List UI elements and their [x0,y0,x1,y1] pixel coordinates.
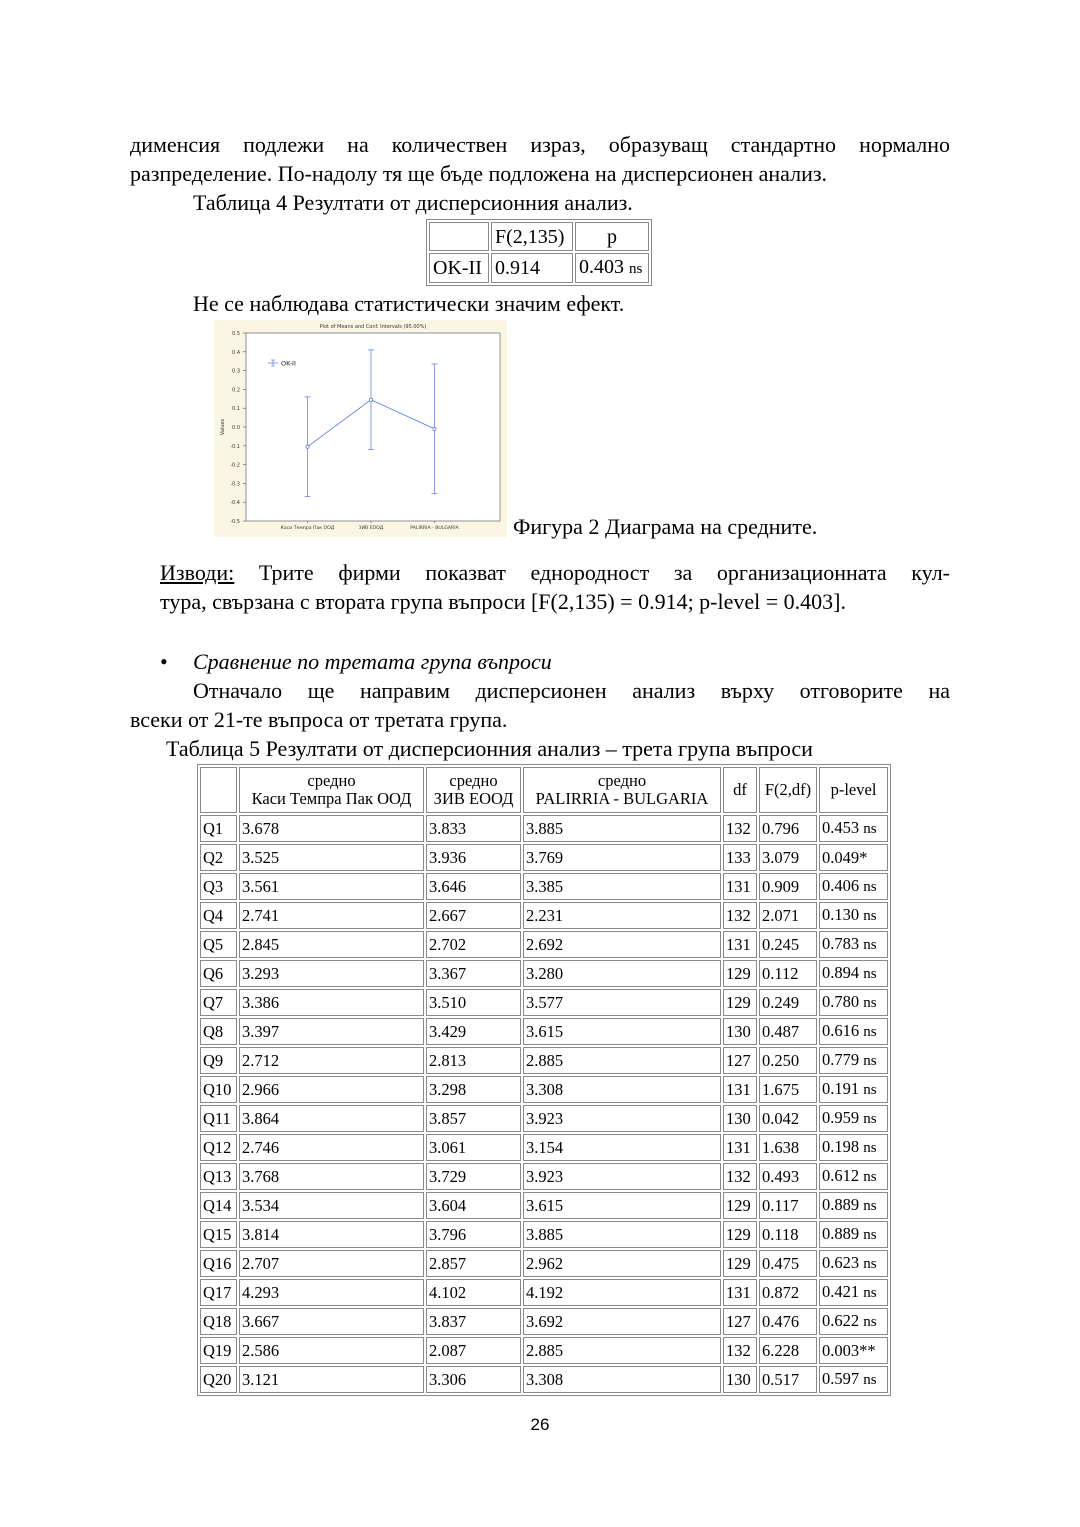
table5-header-top: средно [307,771,356,790]
table5-cell-df: 132 [723,815,757,842]
y-tick-label: -0.4 [230,500,240,507]
table5-cell-p [819,1018,888,1045]
y-tick-label: 0.2 [232,387,240,394]
table5-cell-question: Q8 [200,1018,237,1045]
table5-cell-mean-ziv: 3.833 [426,815,521,842]
table5-cell-f: 0.250 [759,1047,817,1074]
table4-caption: Таблица 4 Резултати от дисперсионния анализ. [193,190,633,215]
table5-cell-mean-palirria: 4.192 [523,1279,721,1306]
table5-cell-mean-palirria: 3.308 [523,1076,721,1103]
table5-cell-f: 0.112 [759,960,817,987]
table5-sig: ns [863,1082,877,1098]
x-tick-label: Каси Темпра Пак ООД [280,526,335,531]
table5-p-value: 0.622 [822,1311,860,1330]
table5-cell-df: 132 [723,1163,757,1190]
table5-body [200,815,888,1393]
table5-cell-f: 0.249 [759,989,817,1016]
table5-cell-f: 0.487 [759,1018,817,1045]
y-tick-label: 0.4 [232,349,240,356]
table5-cell-question: Q12 [200,1134,237,1161]
chart-svg [214,320,507,537]
table5-cell-mean-ziv: 3.857 [426,1105,521,1132]
table5-row [200,931,888,958]
legend-label: OK-II [281,359,296,368]
table5-row [200,960,888,987]
table5-cell-p [819,960,888,987]
table4-p-value [575,253,649,283]
table5-cell-p [819,902,888,929]
table5-cell-df: 132 [723,902,757,929]
table5-cell-mean-palirria: 2.885 [523,1047,721,1074]
no-effect-text: Не се наблюдава статистически значим ефект. [193,291,625,316]
table5-cell-mean-kasi: 3.814 [239,1221,424,1248]
table5-p-value: 0.779 [822,1050,860,1069]
y-tick-label: -0.2 [230,462,240,469]
y-tick-label: -0.5 [230,519,240,525]
table5-cell-p [819,844,888,871]
table5-sig: ns [863,937,877,953]
table5-header-top: средно [597,771,647,790]
table5-cell-mean-kasi: 3.121 [239,1366,424,1393]
page-number: 26 [530,1415,550,1434]
section3-title: Сравнение по третата група въпроси [193,649,552,674]
table5-cell-mean-ziv: 3.646 [426,873,521,900]
table5-cell-p [819,815,888,842]
table5-sig: ns [863,966,877,982]
table5-p-value: 0.889 [822,1195,860,1214]
table5-cell-question: Q9 [200,1047,237,1074]
table5-cell-mean-palirria: 3.615 [523,1192,721,1219]
y-tick-label: -0.1 [230,443,240,450]
table5-row [200,1134,888,1161]
table5-p-value: 0.780 [822,992,860,1011]
table5-cell-p [819,1105,888,1132]
y-tick-label: -0.3 [230,481,240,488]
table5-cell-df: 127 [723,1308,757,1335]
table4-header-cell [429,222,489,251]
conclusion-line-2: тура, свързана с втората група въпроси [F(2,135) = 0.914; p-level = 0.403]. [160,589,846,614]
table5-caption: Таблица 5 Резултати от дисперсионния анализ – трета група въпроси [166,736,813,761]
table5-cell-mean-kasi: 3.768 [239,1163,424,1190]
table5-cell-mean-kasi: 3.561 [239,873,424,900]
table5-cell-mean-palirria: 3.577 [523,989,721,1016]
x-tick-label: PALIRRIA - BULGARIA [410,526,459,531]
table5-cell-f: 1.675 [759,1076,817,1103]
table5-row [200,1163,888,1190]
table5-p-value: 0.198 [822,1137,860,1156]
table5-cell-f: 0.042 [759,1105,817,1132]
table5-cell-mean-palirria: 3.923 [523,1105,721,1132]
table5-cell-f: 0.245 [759,931,817,958]
y-tick-label: 0.0 [232,425,240,431]
table5-cell-mean-kasi: 2.712 [239,1047,424,1074]
table5-cell-mean-palirria: 3.692 [523,1308,721,1335]
table5-sig: ns [863,1198,877,1214]
table5-cell-mean-palirria: 3.385 [523,873,721,900]
conclusion-label: Изводи: [160,560,235,585]
table5-sig: ns [863,1372,877,1388]
table5-cell-df: 129 [723,1192,757,1219]
table4-f-value: 0.914 [491,253,573,283]
table5-sig: ns [863,995,877,1011]
table5-cell-f: 0.475 [759,1250,817,1277]
table5-row [200,1366,888,1393]
table5-cell-df: 131 [723,931,757,958]
table5-cell-mean-ziv: 2.813 [426,1047,521,1074]
table5-cell-f: 0.517 [759,1366,817,1393]
table5-cell-f: 2.071 [759,902,817,929]
conclusion-text-1: Трите фирми показват еднородност за организационната кул- [258,560,951,585]
table5-cell-df: 130 [723,1018,757,1045]
table5-row [200,1192,888,1219]
table5-cell-mean-palirria: 2.885 [523,1337,721,1364]
x-tick-label: ЗИВ ЕООД [358,526,384,531]
table5-cell-mean-kasi: 3.397 [239,1018,424,1045]
table5-cell-mean-kasi: 2.966 [239,1076,424,1103]
table5-cell-df: 131 [723,1279,757,1306]
table5-sig: ns [863,1314,877,1330]
table5-row [200,1018,888,1045]
table5-p-value: 0.894 [822,963,860,982]
table5-row [200,1337,888,1364]
table5-header-top: средно [449,771,498,790]
section3-line-2: всеки от 21-те въпроса от третата група. [130,707,508,732]
table4-header-cell: p [575,222,649,251]
table5-cell-p [819,1337,888,1364]
table5-p-value: 0.597 [822,1369,860,1388]
table5-p-value: 0.623 [822,1253,860,1272]
table4 [426,219,652,286]
table5-cell-f: 0.796 [759,815,817,842]
table5-cell-mean-kasi: 2.746 [239,1134,424,1161]
table5-cell-mean-kasi: 4.293 [239,1279,424,1306]
table5-row [200,844,888,871]
table5-sig: ns [863,1227,877,1243]
table5-sig: ns [863,821,877,837]
table5-row [200,1221,888,1248]
table5-cell-mean-palirria: 3.615 [523,1018,721,1045]
table5-cell-mean-ziv: 3.367 [426,960,521,987]
table5-cell-question: Q6 [200,960,237,987]
table4-row-label: OK-II [429,253,489,283]
table5-p-value: 0.453 [822,818,860,837]
table5-cell-mean-kasi: 3.678 [239,815,424,842]
intro-line-1: димeнсия подлежи на количествен израз, образуващ стандартно нормално [130,132,950,157]
table5-header-bottom: Каси Темпра Пак ООД [251,789,412,808]
table4-header-row [429,222,649,251]
table5-cell-mean-ziv: 3.061 [426,1134,521,1161]
table5-row [200,902,888,929]
table5-cell-mean-ziv: 3.298 [426,1076,521,1103]
table5-cell-mean-kasi: 3.386 [239,989,424,1016]
figure-caption: Фигура 2 Диаграма на средните. [513,514,818,539]
table5-cell-mean-ziv: 3.510 [426,989,521,1016]
table5-cell-p [819,1366,888,1393]
table5-p-value: 0.612 [822,1166,860,1185]
table5-cell-p [819,1076,888,1103]
table5-cell-p [819,989,888,1016]
table5-cell-f: 3.079 [759,844,817,871]
table5-cell-question: Q16 [200,1250,237,1277]
conclusion-line-1 [160,558,950,587]
table5-cell-question: Q18 [200,1308,237,1335]
table5-cell-mean-palirria: 3.154 [523,1134,721,1161]
table5-p-value: 0.003** [822,1340,876,1360]
table5-cell-df: 130 [723,1105,757,1132]
intro-line-2: разпределение. По-надолу тя ще бъде подложена на дисперсионен анализ. [130,161,828,186]
table5-cell-mean-kasi: 3.293 [239,960,424,987]
table5-cell-mean-palirria: 3.308 [523,1366,721,1393]
table5-sig: ns [863,1140,877,1156]
y-tick-label: 0.1 [232,406,240,413]
table5-cell-mean-palirria: 3.923 [523,1163,721,1190]
table5-sig: ns [863,1169,877,1185]
table5-cell-p [819,1134,888,1161]
table5-cell-mean-palirria: 3.885 [523,1221,721,1248]
table5-cell-p [819,1250,888,1277]
table5-cell-mean-kasi: 2.586 [239,1337,424,1364]
table5-row [200,1047,888,1074]
table5-header-cell [200,767,237,813]
table5-sig: ns [863,1053,877,1069]
table5-cell-f: 0.909 [759,873,817,900]
table5-cell-mean-ziv: 2.857 [426,1250,521,1277]
table5-cell-question: Q1 [200,815,237,842]
table5-sig: ns [863,879,877,895]
table5-row [200,1105,888,1132]
table5-cell-mean-palirria: 3.885 [523,815,721,842]
table5-p-value: 0.406 [822,876,860,895]
table5-cell-f: 1.638 [759,1134,817,1161]
table5-cell-mean-ziv: 2.702 [426,931,521,958]
table5-row [200,873,888,900]
table5-cell-question: Q4 [200,902,237,929]
table5-cell-question: Q13 [200,1163,237,1190]
table5-cell-p [819,1221,888,1248]
chart-title: Plot of Means and Conf. Intervals (95.00%) [319,324,427,330]
table5-cell-mean-kasi: 3.534 [239,1192,424,1219]
data-point [306,445,309,448]
table5-cell-mean-ziv: 4.102 [426,1279,521,1306]
table5-p-value: 0.783 [822,934,860,953]
table5-p-value: 0.049* [822,847,868,867]
table5-cell-mean-kasi: 3.667 [239,1308,424,1335]
table5-p-value: 0.889 [822,1224,860,1243]
table5-p-value: 0.616 [822,1021,860,1040]
table5-header-cell [426,767,521,813]
table5-cell-mean-kasi: 3.864 [239,1105,424,1132]
table5-cell-df: 127 [723,1047,757,1074]
table5-cell-p [819,1163,888,1190]
table4-row [429,253,649,283]
table5-cell-p [819,1279,888,1306]
table5-row [200,1308,888,1335]
table5-cell-mean-ziv: 3.837 [426,1308,521,1335]
table5-cell-question: Q19 [200,1337,237,1364]
table5-cell-question: Q14 [200,1192,237,1219]
table5-cell-df: 131 [723,1076,757,1103]
table5-cell-p [819,1047,888,1074]
table5-row [200,1250,888,1277]
table5-cell-mean-ziv: 3.796 [426,1221,521,1248]
table5-cell-question: Q20 [200,1366,237,1393]
table5-header-row [200,767,888,813]
table4-header-cell: F(2,135) [491,222,573,251]
table5-cell-question: Q15 [200,1221,237,1248]
table5-header-cell: F(2,df) [759,767,817,813]
table5-cell-mean-ziv: 2.087 [426,1337,521,1364]
table5-cell-df: 133 [723,844,757,871]
section3-bullet: • [160,649,168,674]
table5-cell-p [819,1308,888,1335]
means-chart [214,320,507,537]
table5-cell-df: 129 [723,989,757,1016]
table5-cell-p [819,873,888,900]
table5-sig: ns [863,1111,877,1127]
table5-cell-df: 131 [723,873,757,900]
section3-line-1: Отначало ще направим дисперсионен анализ върху отговорите на [193,678,950,703]
table5-cell-f: 0.872 [759,1279,817,1306]
table4-p: 0.403 [579,256,624,278]
y-axis-label: Values [220,418,226,436]
y-tick-label: 0.3 [232,368,240,375]
table5-cell-question: Q2 [200,844,237,871]
table5-row [200,815,888,842]
table5-cell-mean-palirria: 3.280 [523,960,721,987]
table5-cell-df: 129 [723,1250,757,1277]
table5-cell-question: Q7 [200,989,237,1016]
table5-cell-mean-ziv: 3.936 [426,844,521,871]
table5-cell-df: 132 [723,1337,757,1364]
table5-cell-mean-ziv: 2.667 [426,902,521,929]
table5-row [200,989,888,1016]
table5-sig: ns [863,1256,877,1272]
table4-sig: ns [629,261,643,277]
table5-cell-mean-palirria: 2.962 [523,1250,721,1277]
data-point [369,398,372,401]
table5 [197,764,891,1396]
table5-cell-f: 0.118 [759,1221,817,1248]
table5-cell-mean-kasi: 2.845 [239,931,424,958]
table5-cell-f: 0.476 [759,1308,817,1335]
table5-cell-mean-palirria: 2.231 [523,902,721,929]
table5-row [200,1279,888,1306]
table5-cell-question: Q3 [200,873,237,900]
table5-sig: ns [863,1024,877,1040]
table5-cell-question: Q10 [200,1076,237,1103]
table5-cell-f: 0.493 [759,1163,817,1190]
table5-p-value: 0.130 [822,905,860,924]
y-tick-label: 0.5 [232,331,240,337]
table5-cell-mean-ziv: 3.306 [426,1366,521,1393]
table5-p-value: 0.191 [822,1079,860,1098]
table5-row [200,1076,888,1103]
table5-cell-f: 0.117 [759,1192,817,1219]
table5-cell-mean-palirria: 3.769 [523,844,721,871]
table5-cell-mean-palirria: 2.692 [523,931,721,958]
table5-sig: ns [863,1285,877,1301]
table5-header-cell: df [723,767,757,813]
table5-cell-mean-kasi: 3.525 [239,844,424,871]
table5-p-value: 0.959 [822,1108,860,1127]
table5-cell-f: 6.228 [759,1337,817,1364]
table5-cell-question: Q17 [200,1279,237,1306]
table5-header-cell [239,767,424,813]
table5-cell-mean-kasi: 2.707 [239,1250,424,1277]
table5-cell-mean-ziv: 3.604 [426,1192,521,1219]
table5-cell-df: 131 [723,1134,757,1161]
table5-cell-df: 130 [723,1366,757,1393]
table5-cell-mean-ziv: 3.729 [426,1163,521,1190]
table5-cell-df: 129 [723,1221,757,1248]
table5-sig: ns [863,908,877,924]
table5-cell-mean-kasi: 2.741 [239,902,424,929]
table5-cell-mean-ziv: 3.429 [426,1018,521,1045]
data-point [433,427,436,430]
table5-cell-question: Q11 [200,1105,237,1132]
table5-cell-question: Q5 [200,931,237,958]
table5-p-value: 0.421 [822,1282,860,1301]
table5-header-bottom: PALIRRIA - BULGARIA [535,789,709,808]
table5-cell-p [819,931,888,958]
table5-cell-df: 129 [723,960,757,987]
table5-cell-p [819,1192,888,1219]
table5-header-cell [523,767,721,813]
table5-header-cell: p-level [819,767,888,813]
table5-header-bottom: ЗИВ ЕООД [433,789,514,808]
